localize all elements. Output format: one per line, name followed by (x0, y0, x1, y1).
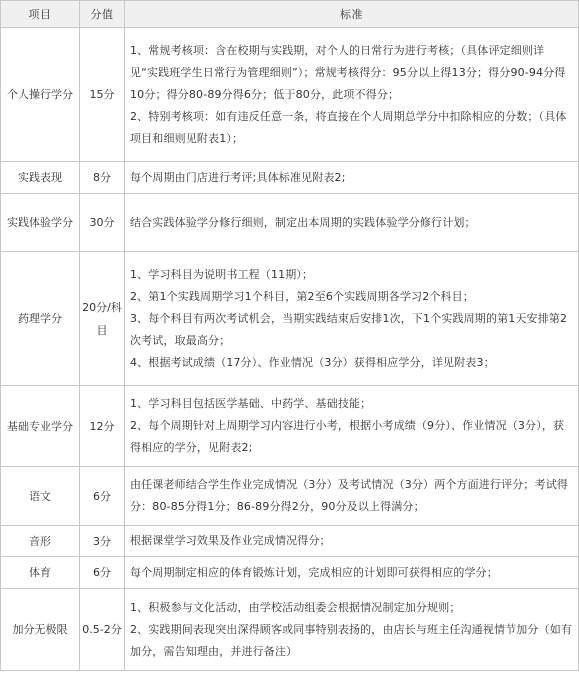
standard-line: 4、根据考试成绩（17分）、作业情况（3分）获得相应学分，详见附表3； (130, 355, 495, 369)
header-score: 分值 (80, 1, 125, 28)
table-row (1, 28, 579, 162)
standard-line: 3、每个科目有两次考试机会，当期实践结束后安排1次，下1个实践周期的第1天安排第2次考试，取最高分； (130, 311, 568, 347)
row-standard (125, 386, 579, 467)
row-item: 音形 (1, 526, 80, 557)
row-standard (125, 589, 579, 671)
row-item: 个人操行学分 (1, 28, 80, 162)
standard-line: 2、实践期间表现突出深得顾客或同事特别表扬的，由店长与班主任沟通视情节加分（如有加分，需告知理由，并进行备注） (130, 622, 572, 658)
row-score: 8分 (80, 162, 125, 194)
table-row (1, 557, 579, 589)
row-standard (125, 28, 579, 162)
row-score: 6分 (80, 467, 125, 526)
row-score: 6分 (80, 557, 125, 589)
table-row (1, 467, 579, 526)
row-item: 体育 (1, 557, 80, 589)
standard-line: 结合实践体验学分修行细则，制定出本周期的实践体验学分修行计划； (130, 215, 476, 229)
table-row (1, 252, 579, 386)
row-score: 12分 (80, 386, 125, 467)
table-row (1, 162, 579, 194)
row-standard (125, 162, 579, 194)
row-standard (125, 557, 579, 589)
row-item: 语文 (1, 467, 80, 526)
row-standard (125, 252, 579, 386)
header-standard: 标准 (125, 1, 579, 28)
row-item: 加分无极限 (1, 589, 80, 671)
standard-line: 由任课老师结合学生作业完成情况（3分）及考试情况（3分）两个方面进行评分；考试得分：80-85分得1分；86-89分得2分，90分及以上得满分； (130, 478, 568, 513)
standard-line: 1、学习科目为说明书工程（11期）； (130, 267, 314, 281)
row-score: 3分 (80, 526, 125, 557)
standard-line: 2、第1个实践周期学习1个科目，第2至6个实践周期各学习2个科目； (130, 289, 474, 303)
row-item: 药理学分 (1, 252, 80, 386)
table-row (1, 386, 579, 467)
row-item: 实践体验学分 (1, 194, 80, 252)
standard-line: 每个周期由门店进行考评;具体标准见附表2; (130, 170, 346, 184)
standard-line: 2、特别考核项：如有违反任意一条，将直接在个人周期总学分中扣除相应的分数；（具体项目和细则见附表1）； (130, 109, 567, 145)
standard-line: 1、常规考核项：含在校期与实践期，对个人的日常行为进行考核；（具体评定细则详见“实践班学生日常行为管理细则”）；常规考核得分：95分以上得13分；得分90-94分得10分；得分80-89分得6分；低于80分，此项不得分； (130, 43, 566, 101)
table-row (1, 526, 579, 557)
row-item: 基础专业学分 (1, 386, 80, 467)
standard-line: 根据课堂学习效果及作业完成情况得分； (130, 534, 331, 547)
table-header-row (1, 1, 579, 28)
row-score: 30分 (80, 194, 125, 252)
row-score: 0.5-2分 (80, 589, 125, 671)
row-standard (125, 526, 579, 557)
standard-line: 1、学习科目包括医学基础、中药学、基础技能； (130, 397, 372, 410)
row-score: 15分 (80, 28, 125, 162)
row-score: 20分/科目 (80, 252, 125, 386)
table-row (1, 194, 579, 252)
header-item: 项目 (1, 1, 80, 28)
row-item: 实践表现 (1, 162, 80, 194)
standard-line: 每个周期制定相应的体育锻炼计划，完成相应的计划即可获得相应的学分； (130, 565, 498, 579)
standard-line: 1、积极参与文化活动，由学校活动组委会根据情况制定加分规则； (130, 600, 461, 614)
row-standard (125, 194, 579, 252)
table-row (1, 589, 579, 671)
row-standard (125, 467, 579, 526)
standard-line: 2、每个周期针对上周期学习内容进行小考，根据小考成绩（9分）、作业情况（3分），获得相应的学分，见附表2; (130, 419, 565, 454)
